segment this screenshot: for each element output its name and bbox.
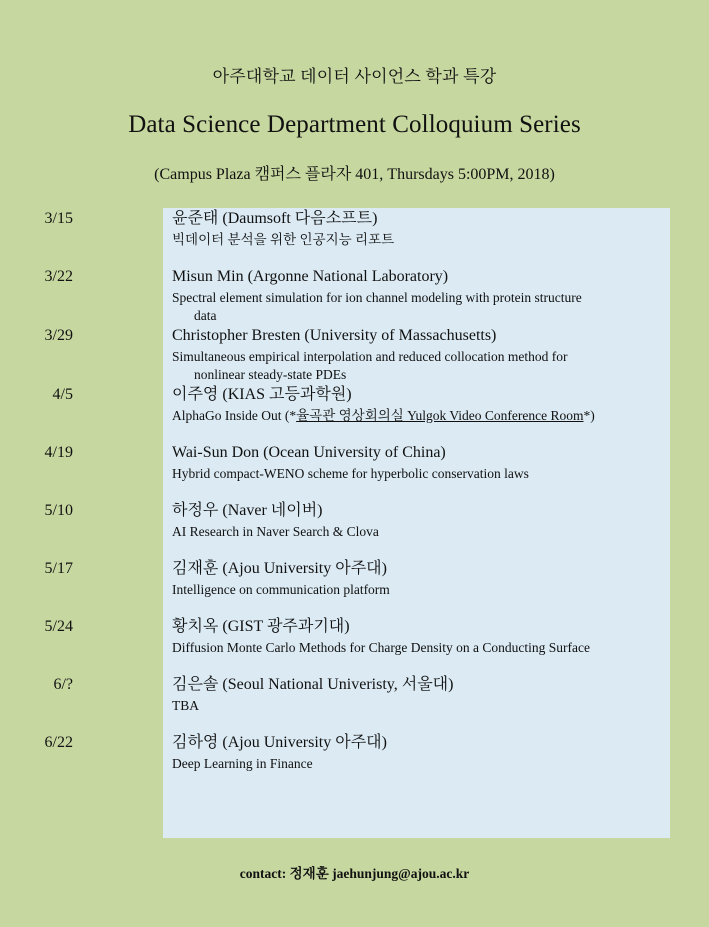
- row-talk-line1: Simultaneous empirical interpolation and reduced collocation method for: [172, 348, 568, 364]
- schedule-rows: [0, 208, 709, 790]
- row-talk: [172, 289, 693, 325]
- row-speaker: Christopher Bresten (University of Massachusetts): [172, 327, 497, 345]
- row-speaker: Wai-Sun Don (Ocean University of China): [172, 444, 446, 462]
- row-talk: [172, 697, 693, 715]
- contact-line: contact: 정재훈 jaehunjung@ajou.ac.kr: [239, 866, 470, 881]
- row-date: 5/17: [44, 560, 73, 578]
- row-date: 4/19: [44, 444, 73, 462]
- table-row: [0, 442, 709, 500]
- row-talk-line1: Deep Learning in Finance: [172, 755, 313, 771]
- row-talk-line1: AlphaGo Inside Out (*: [172, 407, 297, 423]
- row-talk: [172, 407, 693, 425]
- row-talk-line1: Diffusion Monte Carlo Methods for Charge Density on a Conducting Surface: [172, 639, 590, 655]
- row-talk: [172, 465, 693, 483]
- row-talk: [172, 348, 693, 384]
- row-entry: [163, 442, 709, 483]
- row-date: 3/22: [44, 268, 73, 285]
- poster-header: [0, 0, 709, 184]
- venue-line: (Campus Plaza 캠퍼스 플라자 401, Thursdays 5:00PM, 2018): [154, 166, 555, 183]
- row-date: 4/5: [52, 386, 73, 404]
- row-date: 6/?: [53, 676, 73, 694]
- row-talk-line1: TBA: [172, 697, 199, 713]
- row-date: 3/15: [44, 210, 73, 227]
- row-date: 5/10: [44, 502, 73, 520]
- row-talk-line1: Hybrid compact-WENO scheme for hyperbolic conservation laws: [172, 465, 529, 481]
- row-talk-line1: 빅데이터 분석을 위한 인공지능 리포트: [172, 231, 395, 247]
- row-speaker: 황치옥 (GIST 광주과기대): [172, 618, 350, 636]
- row-entry: [163, 674, 709, 715]
- row-talk-venue-link: 율곡관 영상회의실 Yulgok Video Conference Room: [296, 407, 584, 423]
- row-speaker: 하정우 (Naver 네이버): [172, 502, 323, 520]
- row-talk-suffix: *): [583, 407, 595, 423]
- table-row: [0, 208, 709, 266]
- row-entry: [163, 208, 709, 249]
- row-talk-line2: data: [194, 307, 217, 323]
- row-talk: [172, 523, 693, 541]
- table-row: [0, 732, 709, 790]
- row-talk: [172, 639, 693, 657]
- row-speaker: Misun Min (Argonne National Laboratory): [172, 268, 449, 285]
- row-entry: [163, 500, 709, 541]
- table-row: [0, 500, 709, 558]
- row-speaker: 김하영 (Ajou University 아주대): [172, 734, 387, 752]
- row-entry: [163, 384, 709, 425]
- row-talk: [172, 755, 693, 773]
- row-date: 5/24: [44, 618, 73, 636]
- page-title: Data Science Department Colloquium Series: [128, 111, 581, 138]
- row-talk-line1: Spectral element simulation for ion channel modeling with protein structure: [172, 289, 582, 305]
- row-speaker: 윤준태 (Daumsoft 다음소프트): [172, 210, 378, 227]
- row-date: 6/22: [44, 734, 73, 752]
- row-talk-line2: nonlinear steady-state PDEs: [194, 366, 347, 382]
- row-speaker: 이주영 (KIAS 고등과학원): [172, 386, 352, 404]
- row-talk-line1: AI Research in Naver Search & Clova: [172, 523, 379, 539]
- table-row: [0, 558, 709, 616]
- row-talk: [172, 231, 693, 249]
- table-row: [0, 616, 709, 674]
- row-talk-line1: Intelligence on communication platform: [172, 581, 390, 597]
- schedule-section: [0, 208, 709, 790]
- row-speaker: 김은솔 (Seoul National Univeristy, 서울대): [172, 676, 454, 694]
- row-speaker: 김재훈 (Ajou University 아주대): [172, 560, 387, 578]
- row-entry: [163, 732, 709, 773]
- row-entry: [163, 558, 709, 599]
- table-row: [0, 674, 709, 732]
- table-row: [0, 266, 709, 325]
- table-row: [0, 384, 709, 442]
- subtitle-korean: 아주대학교 데이터 사이언스 학과 특강: [212, 67, 497, 86]
- row-talk: [172, 581, 693, 599]
- row-date: 3/29: [44, 327, 73, 345]
- table-row: [0, 325, 709, 384]
- row-entry: [163, 266, 709, 325]
- row-entry: [163, 325, 709, 384]
- row-entry: [163, 616, 709, 657]
